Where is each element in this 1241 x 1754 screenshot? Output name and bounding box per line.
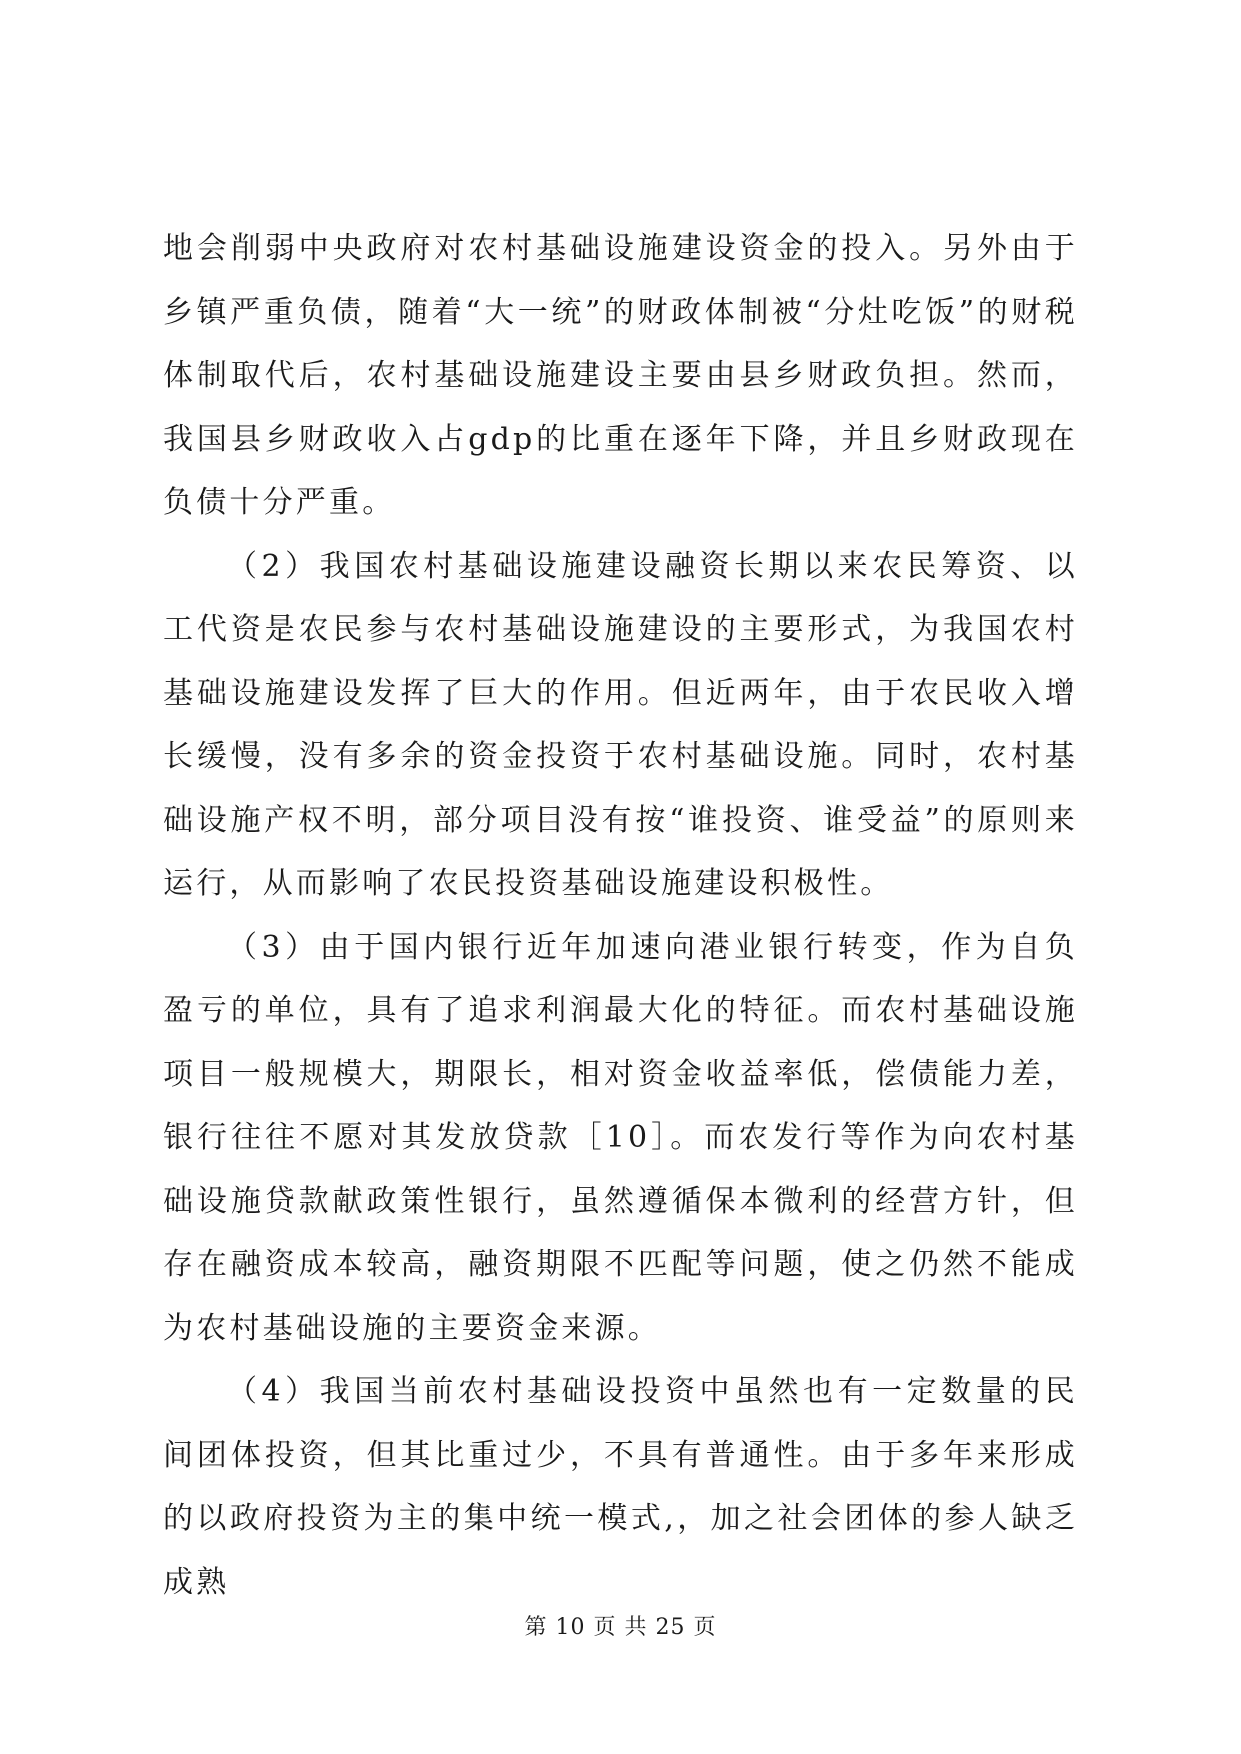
page-number-footer: 第 10 页 共 25 页 [524, 1615, 717, 1640]
paragraph-4: （4）我国当前农村基础设投资中虽然也有一定数量的民间团体投资，但其比重过少，不具有普通性。由于多年来形成的以政府投资为主的集中统一模式,，加之社会团体的参人缺乏成熟 [163, 1374, 1078, 1600]
paragraph-1: 地会削弱中央政府对农村基础设施建设资金的投入。另外由于乡镇严重负债，随着“大一统”的财政体制被“分灶吃饭”的财税体制取代后，农村基础设施建设主要由县乡财政负担。然而，我国县乡财政收入占gdp的比重在逐年下降，并且乡财政现在负债十分严重。 [163, 231, 1078, 520]
paragraph-2: （2）我国农村基础设施建设融资长期以来农民筹资、以工代资是农民参与农村基础设施建设的主要形式，为我国农村基础设施建设发挥了巨大的作用。但近两年，由于农民收入增长缓慢，没有多余的资金投资于农村基础设施。同时，农村基础设施产权不明，部分项目没有按“谁投资、谁受益”的原则来运行，从而影响了农民投资基础设施建设积极性。 [163, 548, 1078, 901]
paragraph-3: （3）由于国内银行近年加速向港业银行转变，作为自负盈亏的单位，具有了追求利润最大化的特征。而农村基础设施项目一般规模大，期限长，相对资金收益率低，偿债能力差，银行往往不愿对其发放贷款［10］。而农发行等作为向农村基础设施贷款献政策性银行，虽然遵循保本微利的经营方针，但存在融资成本较高，融资期限不匹配等问题，使之仍然不能成为农村基础设施的主要资金来源。 [163, 929, 1078, 1346]
document-body [163, 217, 1078, 1614]
